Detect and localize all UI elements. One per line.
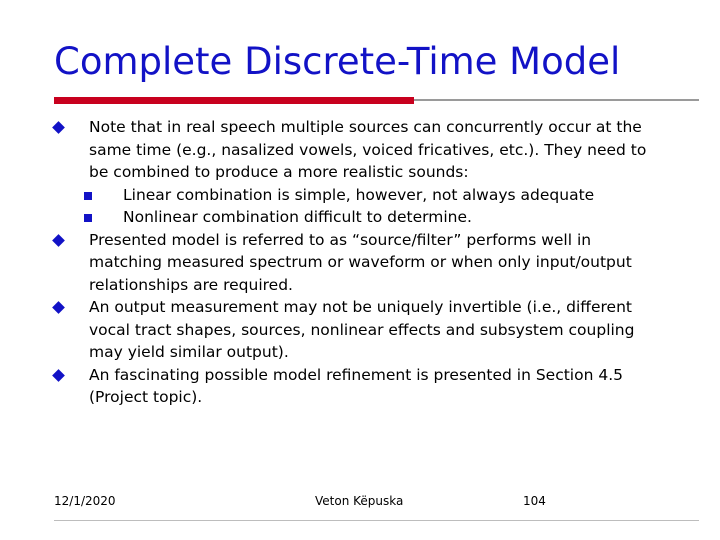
- footer-page-number: 104: [523, 494, 546, 508]
- footer-author: Veton Këpuska: [315, 494, 404, 508]
- diamond-bullet-icon: [52, 369, 65, 382]
- bullet-list: [54, 116, 664, 409]
- bullet-text: Presented model is referred to as “source/filter” performs well in matching measured spectrum or waveform or when only input/output relationships are required.: [89, 230, 632, 294]
- footer-date: 12/1/2020: [54, 494, 116, 508]
- sub-bullet-item: [54, 206, 664, 229]
- bullet-item: [54, 296, 664, 364]
- bullet-text: Note that in real speech multiple sources can concurrently occur at the same time (e.g., nasalized vowels, voiced fricatives, etc.). They need to be combined to produce a more realistic sounds:: [89, 118, 647, 181]
- diamond-bullet-icon: [52, 234, 65, 247]
- sub-bullet-text: Linear combination is simple, however, not always adequate: [123, 185, 595, 204]
- sub-bullet-text: Nonlinear combination difficult to determine.: [123, 208, 472, 226]
- square-bullet-icon: [84, 214, 92, 222]
- bullet-item: [54, 116, 664, 184]
- sub-bullet-item: [54, 184, 664, 207]
- footer-rule: [54, 520, 699, 521]
- bullet-item: [54, 364, 664, 409]
- slide-title: Complete Discrete-Time Model: [54, 40, 621, 83]
- title-underline-accent: [54, 97, 414, 104]
- diamond-bullet-icon: [52, 301, 65, 314]
- title-underline-rule: [414, 99, 699, 101]
- bullet-item: [54, 229, 664, 297]
- bullet-text: An fascinating possible model refinement is presented in Section 4.5 (Project topic).: [89, 365, 623, 406]
- bullet-text: An output measurement may not be uniquely invertible (i.e., different vocal tract shapes, sources, nonlinear effects and subsystem coupling may yield similar output).: [89, 298, 635, 361]
- square-bullet-icon: [84, 192, 92, 200]
- diamond-bullet-icon: [52, 121, 65, 134]
